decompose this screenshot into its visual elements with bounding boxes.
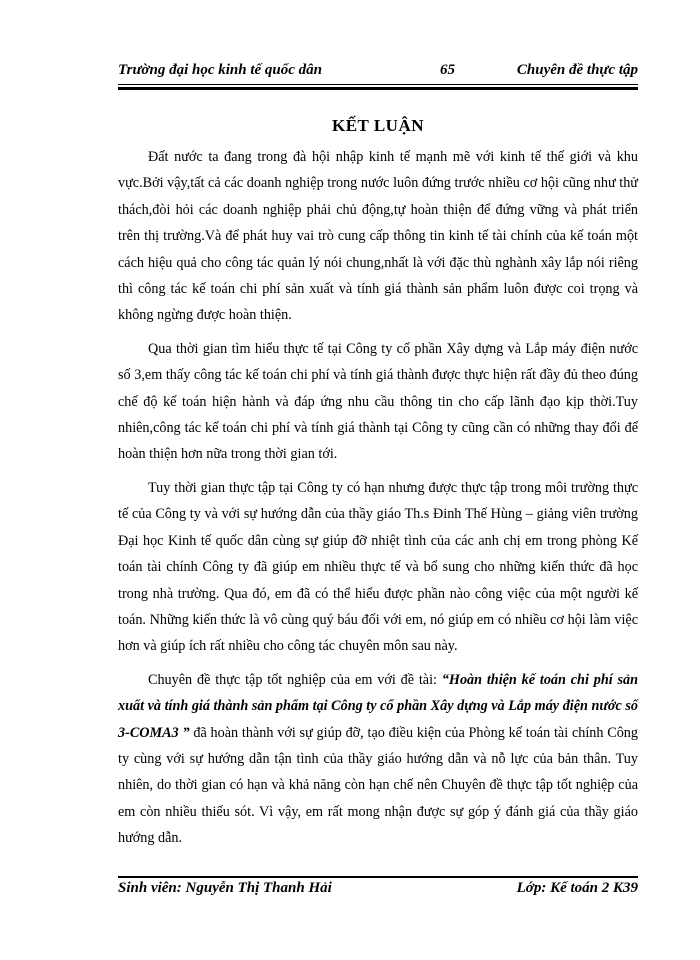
header-doc-type: Chuyên đề thực tập [516,62,638,78]
paragraph-2: Qua thời gian tìm hiểu thực tế tại Công ty cổ phần Xây dựng và Lắp máy điện nước số 3,em thấy công tác kế toán chi phí và tính giá thành được thực hiện rất đầy đủ theo đúng chế độ kế toán hiện hành và đáp ứng nhu cầu thông tin cho cấp lãnh đạo kịp thời.Tuy nhiên,công tác kế toán chi phí và tính giá thành tại Công ty cũng cần có những thay đổi để hoàn thiện hơn nữa trong thời gian tới. [118,340,638,463]
paragraph-4-rest: đã hoàn thành với sự giúp đỡ, tạo điều kiện của Phòng kế toán tài chính Công ty cùng với sự hướng dẫn tận tình của thầy giáo hướng dẫn và nỗ lực của bản thân. Tuy nhiên, do thời gian có hạn và khả năng còn hạn chế nên Chuyên đề thực tập tốt nghiệp của em còn nhiều thiếu sót. Vì vậy, em rất mong nhận được sự góp ý đánh giá của thầy giáo hướng dẫn. [118,724,638,847]
body-text [118,144,638,859]
header-school: Trường đại học kinh tế quốc dân [118,62,323,78]
paragraph-4 [118,667,638,852]
paragraph-4-intro: Chuyên đề thực tập tốt nghiệp của em với đề tài: [148,671,442,688]
paragraph-3: Tuy thời gian thực tập tại Công ty có hạn nhưng được thực tập trong môi trường thực tế của Công ty và với sự hướng dẫn của thầy giáo Th.s Đinh Thế Hùng – giảng viên trường Đại học Kinh tế quốc dân cùng sự giúp đỡ nhiệt tình của các anh chị em trong phòng Kế toán tài chính Công ty đã giúp em nhiều thực tế và bổ sung cho những kiến thức đã học trong nhà trường. Qua đó, em đã có thể hiểu được phần nào công việc của một người kế toán. Những kiến thức là vô cùng quý báu đối với em, nó giúp em có nhiều cơ hội làm việc hơn và giúp ích rất nhiều cho công tác chuyên môn sau này. [118,479,638,655]
page-header [118,62,638,84]
paragraph-1: Đất nước ta đang trong đà hội nhập kinh tế mạnh mẽ với kinh tế thế giới và khu vực.Bởi vậy,tất cả các doanh nghiệp trong nước luôn đứng trước nhiều cơ hội cũng như thử thách,đòi hỏi các doanh nghiệp phải chủ động,tự hoàn thiện để đứng vững và phát triển trên thị trường.Và để phát huy vai trò cung cấp thông tin kinh tế tài chính của kế toán một cách hiệu quả cho công tác quản lý nói chung,nhất là với đặc thù nghành xây lắp nói riêng thì công tác kế toán chi phí sản xuất và tính giá thành sản phẩm luôn được coi trọng và không ngừng được hoàn thiện. [118,149,638,324]
footer-student: Sinh viên: Nguyễn Thị Thanh Hải [118,880,332,896]
thesis-topic: “Hoàn thiện kế toán chi phí sản xuất và tính giá thành sản phẩm tại Công ty cổ phần Xây dựng và Lắp máy điện nước số 3-COMA3 ” [118,671,639,741]
page-footer [118,880,638,902]
page-title: KẾT LUẬN [331,116,424,135]
footer-class: Lớp: Kế toán 2 K39 [516,880,638,896]
header-rule-thin [118,84,638,85]
footer-rule [118,876,638,878]
header-page-number: 65 [440,62,455,78]
header-rule-thick [118,87,638,90]
